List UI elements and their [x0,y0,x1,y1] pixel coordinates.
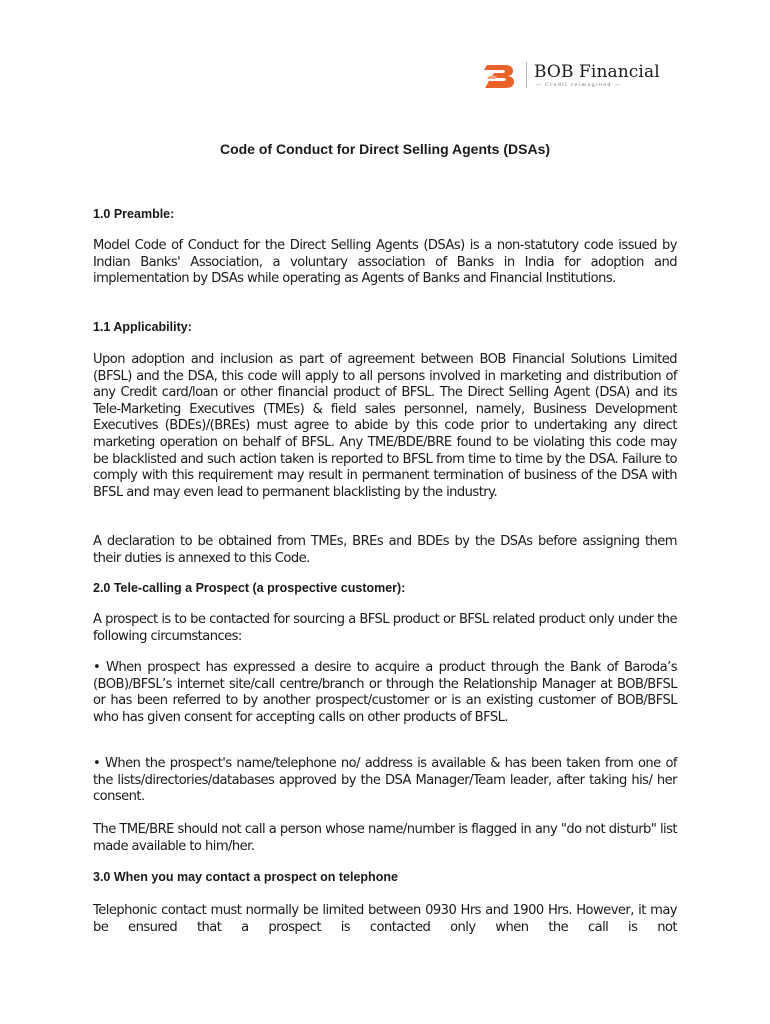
logo-divider [526,62,527,88]
logo-tagline: — Credit reimagined — [536,82,621,88]
telecalling-paragraph-2: The TME/BRE should not call a person whose name/number is flagged in any "do not disturb" list made available to him/her. [93,822,677,854]
applicability-paragraph-1: Upon adoption and inclusion as part of agreement between BOB Financial Solutions Limited (BFSL) and the DSA, this code will apply to all persons involved in marketing and distribution of any Credit card/loan or other financial product of BFSL. The Direct Selling Agent (DSA) and its Tele-Marketing Executives (TMEs) & field sales personnel, namely, Business Development Executives (BDEs)/(BREs) must agree to abide by this code prior to undertaking any direct marketing operation on behalf of BFSL. Any TME/BDE/BRE found to be violating this code may be blacklisted and such action taken is reported to BFSL from time to time by the DSA. Failure to comply with this requirement may result in permanent termination of business of the DSA with BFSL and may even lead to permanent blacklisting by the industry. [93,352,677,500]
bob-financial-logo [483,60,673,92]
bob-logo-mark-icon [483,63,519,89]
heading-applicability: 1.1 Applicability: [93,320,192,334]
telecalling-bullet-2: • When the prospect's name/telephone no/ address is available & has been taken from one of the lists/directories/databases approved by the DSA Manager/Team leader, after taking his/ her consent. [93,756,677,805]
applicability-paragraph-2: A declaration to be obtained from TMEs, BREs and BDEs by the DSAs before assigning them their duties is annexed to this Code. [93,534,677,566]
heading-preamble: 1.0 Preamble: [93,207,175,221]
heading-contact: 3.0 When you may contact a prospect on telephone [93,870,398,884]
heading-telecalling: 2.0 Tele-calling a Prospect (a prospective customer): [93,581,406,595]
telecalling-paragraph-1: A prospect is to be contacted for sourcing a BFSL product or BFSL related product only under the following circumstances: [93,612,677,644]
contact-paragraph: Telephonic contact must normally be limited between 0930 Hrs and 1900 Hrs. However, it may be ensured that a prospect is contacted only when the call is not [93,903,677,935]
telecalling-bullet-1: • When prospect has expressed a desire to acquire a product through the Bank of Baroda’s (BOB)/BFSL’s internet site/call centre/branch or through the Relationship Manager at BOB/BFSL or has been referred to by another prospect/customer or is an existing customer of BOB/BFSL who has given consent for accepting calls on other products of BFSL. [93,660,677,725]
document-title: Code of Conduct for Direct Selling Agents (DSAs) [219,141,551,157]
logo-brand-name: BOB Financial [534,62,660,82]
preamble-paragraph: Model Code of Conduct for the Direct Selling Agents (DSAs) is a non-statutory code issued by Indian Banks' Association, a voluntary association of Banks in India for adoption and implementation by DSAs while operating as Agents of Banks and Financial Institutions. [93,238,677,287]
